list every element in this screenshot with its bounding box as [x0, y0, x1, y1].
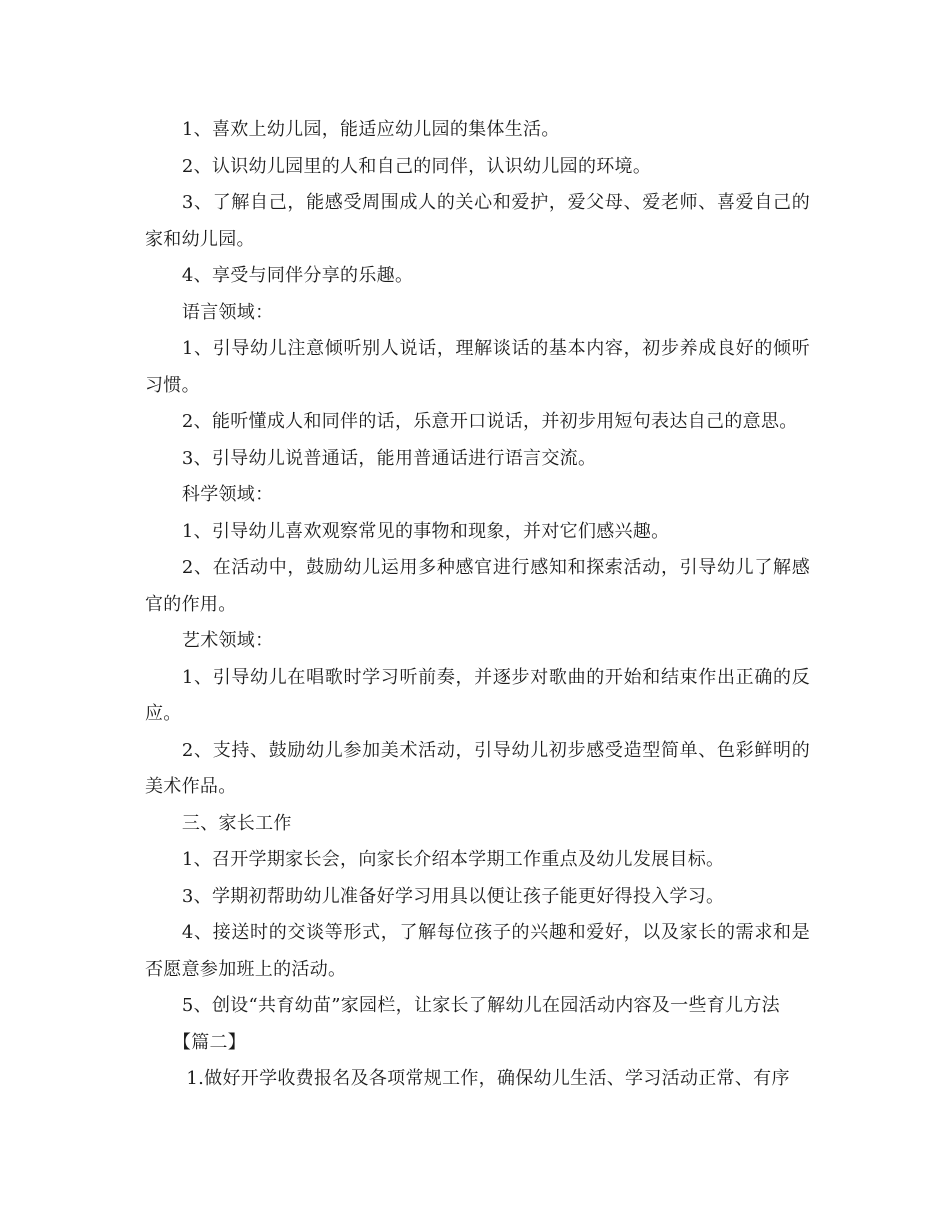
paragraph-12: 1、召开学期家长会，向家长介绍本学期工作重点及幼儿发展目标。 [181, 849, 725, 870]
paragraph-1: 1、喜欢上幼儿园，能适应幼儿园的集体生活。 [181, 119, 560, 140]
paragraph-7: 3、引导幼儿说普通话，能用普通话进行语言交流。 [181, 447, 597, 469]
paragraph-3: 3、了解自己，能感受周围成人的关心和爱护，爱父母、爱老师、喜爱自己的家和幼儿园。 [145, 192, 810, 250]
paragraph-9: 2、在活动中，鼓励幼儿运用多种感官进行感知和探索活动，引导幼儿了解感官的作用。 [145, 557, 810, 615]
section-heading-art: 艺术领域： [181, 630, 274, 651]
section-heading-language: 语言领域： [181, 301, 274, 323]
document-body [145, 112, 810, 1098]
paragraph-5: 1、引导幼儿注意倾听别人说话，理解谈话的基本内容，初步养成良好的倾听习惯。 [145, 338, 810, 396]
paragraph-10: 1、引导幼儿在唱歌时学习听前奏，并逐步对歌曲的开始和结束作出正确的反应。 [145, 666, 810, 724]
section-heading-science: 科学领域： [181, 484, 274, 505]
paragraph-13: 3、学期初帮助幼儿准备好学习用具以便让孩子能更好得投入学习。 [181, 885, 725, 907]
paragraph-2: 2、认识幼儿园里的人和自己的同伴，认识幼儿园的环境。 [181, 155, 652, 177]
paragraph-16: 1.做好开学收费报名及各项常规工作，确保幼儿生活、学习活动正常、有序 [186, 1068, 790, 1089]
paragraph-15: 5、创设“共育幼苗”家园栏，让家长了解幼儿在园活动内容及一些育儿方法 [181, 995, 780, 1016]
section-heading-parents: 三、家长工作 [181, 812, 292, 834]
section-heading-part-two: 【篇二】 [172, 1031, 247, 1053]
paragraph-4: 4、享受与同伴分享的乐趣。 [181, 265, 414, 286]
paragraph-14: 4、接送时的交谈等形式，了解每位孩子的兴趣和爱好，以及家长的需求和是否愿意参加班上的活动。 [145, 922, 810, 980]
paragraph-11: 2、支持、鼓励幼儿参加美术活动，引导幼儿初步感受造型简单、色彩鲜明的美术作品。 [145, 739, 810, 797]
paragraph-8: 1、引导幼儿喜欢观察常见的事物和现象，并对它们感兴趣。 [181, 520, 670, 542]
paragraph-6: 2、能听懂成人和同伴的话，乐意开口说话，并初步用短句表达自己的意思。 [181, 411, 798, 432]
